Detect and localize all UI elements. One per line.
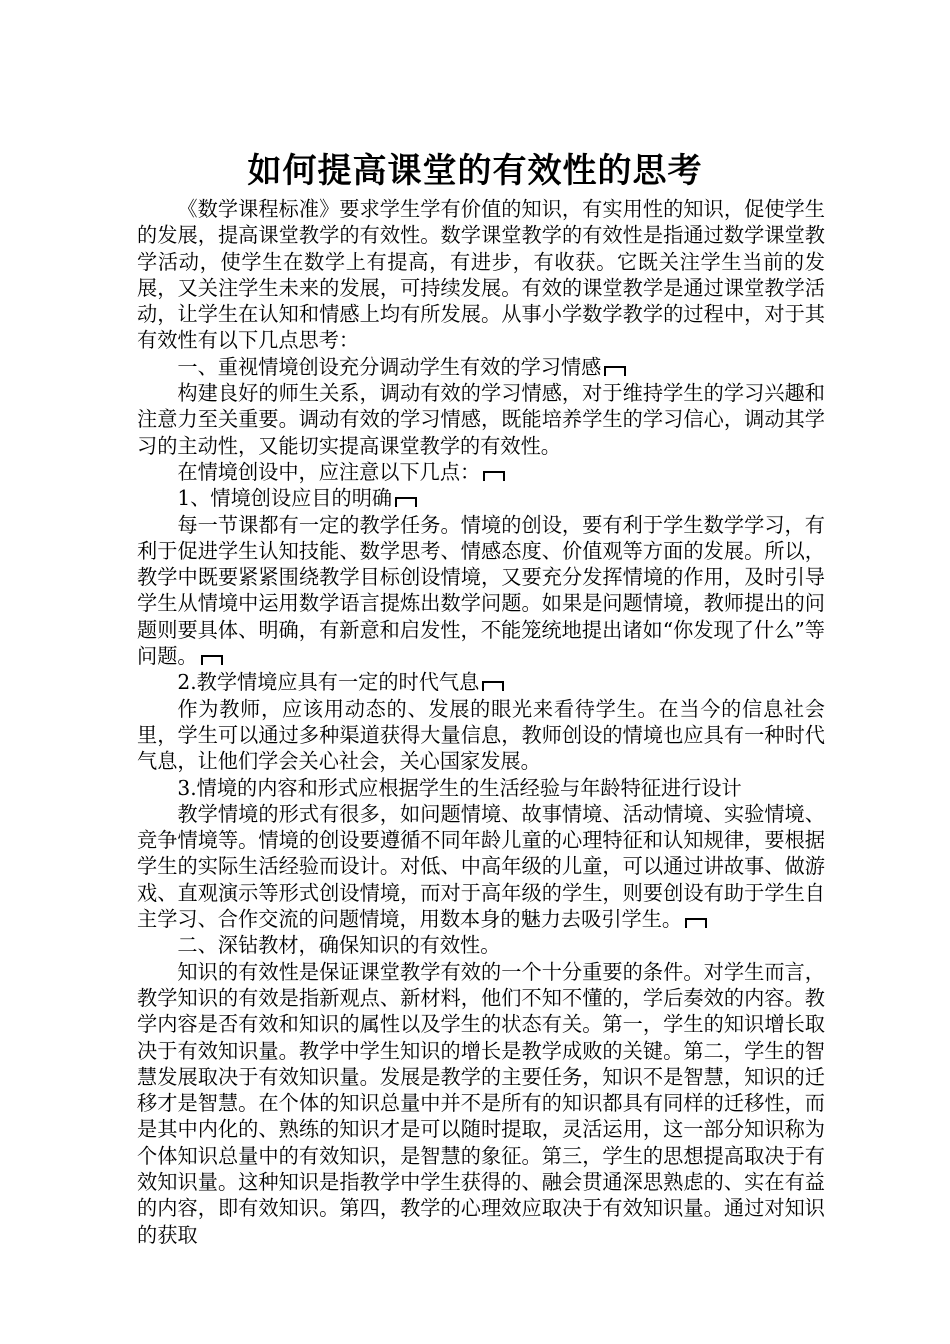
paragraph-mark-icon — [201, 655, 223, 665]
paragraph-text: 构建良好的师生关系，调动有效的学习情感，对于维持学生的学习兴趣和注意力至关重要。调动有效的学习情感，既能培养学生的学习信心，调动其学习的主动性，又能切实提高课堂教学的有效性。 — [137, 381, 825, 458]
paragraph — [137, 696, 825, 775]
section-heading-text: 1、情境创设应目的明确 — [177, 486, 393, 511]
paragraph — [137, 512, 825, 670]
paragraph-text: 教学情境的形式有很多，如问题情境、故事情境、活动情境、实验情境、竞争情境等。情境的创设要遵循不同年龄儿童的心理特征和认知规律，要根据学生的实际生活经验而设计。对低、中高年级的儿童，可以通过讲故事、做游戏、直观演示等形式创设情境，而对于高年级的学生，则要创设有助于学生自主学习、合作交流的问题情境，用数本身的魅力去吸引学生。 — [137, 801, 825, 932]
paragraph — [137, 196, 825, 354]
paragraph — [137, 801, 825, 932]
paragraph-mark-icon — [604, 366, 626, 376]
section-heading-text: 3.情境的内容和形式应根据学生的生活经验与年龄特征进行设计 — [177, 775, 742, 800]
section-heading-text: 2.教学情境应具有一定的时代气息 — [177, 670, 480, 695]
section-heading-text: 在情境创设中，应注意以下几点： — [177, 459, 481, 484]
paragraph-mark-icon — [482, 681, 504, 691]
paragraph-text: 知识的有效性是保证课堂教学有效的一个十分重要的条件。对学生而言，教学知识的有效是指新观点、新材料，他们不知不懂的，学后奏效的内容。教学内容是否有效和知识的属性以及学生的状态有关。第一，学生的知识增长取决于有效知识量。教学中学生知识的增长是教学成败的关键。第二，学生的智慧发展取决于有效知识量。发展是教学的主要任务，知识不是智慧，知识的迁移才是智慧。在个体的知识总量中并不是所有的知识都具有同样的迁移性，而是其中内化的、熟练的知识才是可以随时提取，灵活运用，这一部分知识称为个体知识总量中的有效知识，是智慧的象征。第三，学生的思想提高取决于有效知识量。这种知识是指教学中学生获得的、融会贯通深思熟虑的、实在有益的内容，即有效知识。第四，教学的心理效应取决于有效知识量。通过对知识的获取 — [137, 959, 825, 1247]
paragraph-text: 作为教师，应该用动态的、发展的眼光来看待学生。在当今的信息社会里，学生可以通过多种渠道获得大量信息，教师创设的情境也应具有一种时代气息，让他们学会关心社会，关心国家发展。 — [137, 696, 825, 774]
page-title: 如何提高课堂的有效性的思考 — [247, 151, 703, 191]
section-heading-text: 二、深钻教材，确保知识的有效性。 — [177, 933, 501, 958]
paragraph-mark-icon — [685, 918, 707, 928]
paragraph-text: 每一节课都有一定的教学任务。情境的创设，要有利于学生数学学习，有利于促进学生认知技能、数学思考、情感态度、价值观等方面的发展。所以，教学中既要紧紧围绕教学目标创设情境，又要充分发挥情境的作用，及时引导学生从情境中运用数学语言提炼出数学问题。如果是问题情境，教师提出的问题则要具体、明确，有新意和启发性，不能笼统地提出诸如“你发现了什么”等问题。 — [137, 512, 825, 669]
section-heading-text: 一、重视情境创设充分调动学生有效的学习情感 — [177, 354, 602, 379]
paragraph-mark-icon — [395, 497, 417, 507]
paragraph-text: 《数学课程标准》要求学生学有价值的知识，有实用性的知识，促使学生的发展，提高课堂教学的有效性。数学课堂教学的有效性是指通过数学课堂教学活动，使学生在数学上有提高，有进步，有收获。它既关注学生当前的发展，又关注学生未来的发展，可持续发展。有效的课堂教学是通过课堂教学活动，让学生在认知和情感上均有所发展。从事小学数学教学的过程中，对于其有效性有以下几点思考： — [137, 197, 825, 353]
paragraph — [137, 380, 825, 459]
section-heading — [137, 932, 825, 958]
paragraph-mark-icon — [483, 471, 505, 481]
paragraph — [137, 959, 825, 1248]
section-heading — [137, 459, 825, 485]
document-body — [137, 196, 825, 1248]
section-heading — [137, 354, 825, 380]
section-heading — [137, 485, 825, 511]
section-heading — [137, 669, 825, 695]
section-heading — [137, 775, 825, 801]
